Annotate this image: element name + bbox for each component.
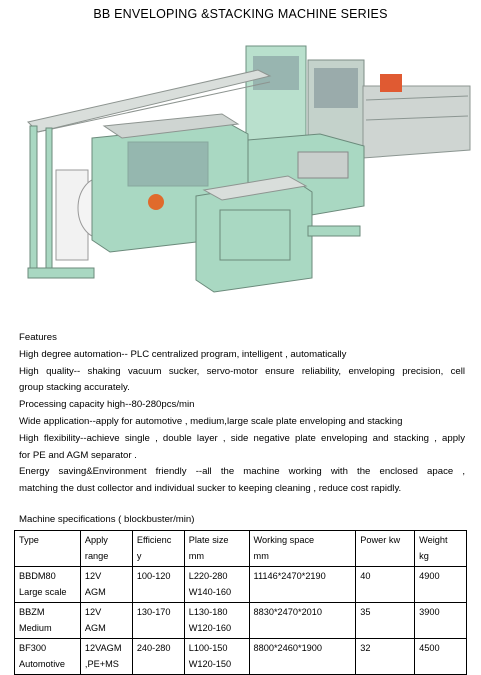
specs-caption: Machine specifications ( blockbuster/min)	[19, 514, 195, 525]
table-cell: 130-170	[132, 603, 184, 639]
table-header-row	[15, 531, 467, 567]
table-cell: 12V AGM	[80, 603, 132, 639]
feature-line: High quality-- shaking vacuum sucker, servo-motor ensure reliability, enveloping precision, cell	[19, 365, 465, 377]
table-cell: 35	[356, 603, 415, 639]
table-cell: 4500	[415, 639, 467, 675]
table-cell: 40	[356, 567, 415, 603]
header-cell: Apply range	[80, 531, 132, 567]
table-cell: L130-180 W120-160	[184, 603, 249, 639]
feature-line: High flexibility--achieve single , double layer , side negative plate enveloping and stacking , apply	[19, 432, 465, 444]
feature-line: matching the dust collector and individual sucker to keeping cleaning , reduce cost rapidly.	[19, 483, 402, 495]
table-cell: 8800*2460*1900	[249, 639, 356, 675]
header-cell: Efficienc y	[132, 531, 184, 567]
table-cell: BBDM80 Large scale	[15, 567, 81, 603]
table-cell: 11146*2470*2190	[249, 567, 356, 603]
table-cell: 4900	[415, 567, 467, 603]
machine-photo	[8, 30, 474, 302]
page-title: BB ENVELOPING &STACKING MACHINE SERIES	[93, 7, 388, 21]
feature-line: for PE and AGM separator .	[19, 449, 137, 461]
table-cell: L100-150 W120-150	[184, 639, 249, 675]
features-heading: Features	[19, 332, 57, 343]
header-cell: Working space mm	[249, 531, 356, 567]
table-cell: BBZM Medium	[15, 603, 81, 639]
table-cell: L220-280 W140-160	[184, 567, 249, 603]
header-cell: Plate size mm	[184, 531, 249, 567]
table-cell: 12V AGM	[80, 567, 132, 603]
feature-line: High degree automation-- PLC centralized program, intelligent , automatically	[19, 348, 347, 360]
feature-line: Processing capacity high--80-280pcs/min	[19, 399, 195, 411]
table-row	[15, 567, 467, 603]
features-section	[19, 330, 465, 498]
table-cell: 100-120	[132, 567, 184, 603]
header-cell: Type	[15, 531, 81, 567]
table-row	[15, 603, 467, 639]
table-cell: 240-280	[132, 639, 184, 675]
feature-line: Wide application--apply for automotive , medium,large scale plate enveloping and stacking	[19, 415, 403, 427]
table-cell: 8830*2470*2010	[249, 603, 356, 639]
table-cell: 32	[356, 639, 415, 675]
table-row	[15, 639, 467, 675]
feature-line: group stacking accurately.	[19, 382, 130, 394]
table-cell: BF300 Automotive	[15, 639, 81, 675]
header-cell: Weight kg	[415, 531, 467, 567]
table-cell: 3900	[415, 603, 467, 639]
table-cell: 12VAGM ,PE+MS	[80, 639, 132, 675]
header-cell: Power kw	[356, 531, 415, 567]
specs-table	[14, 530, 467, 675]
feature-line: Energy saving&Environment friendly --all the machine working with the enclosed apace ,	[19, 466, 465, 478]
